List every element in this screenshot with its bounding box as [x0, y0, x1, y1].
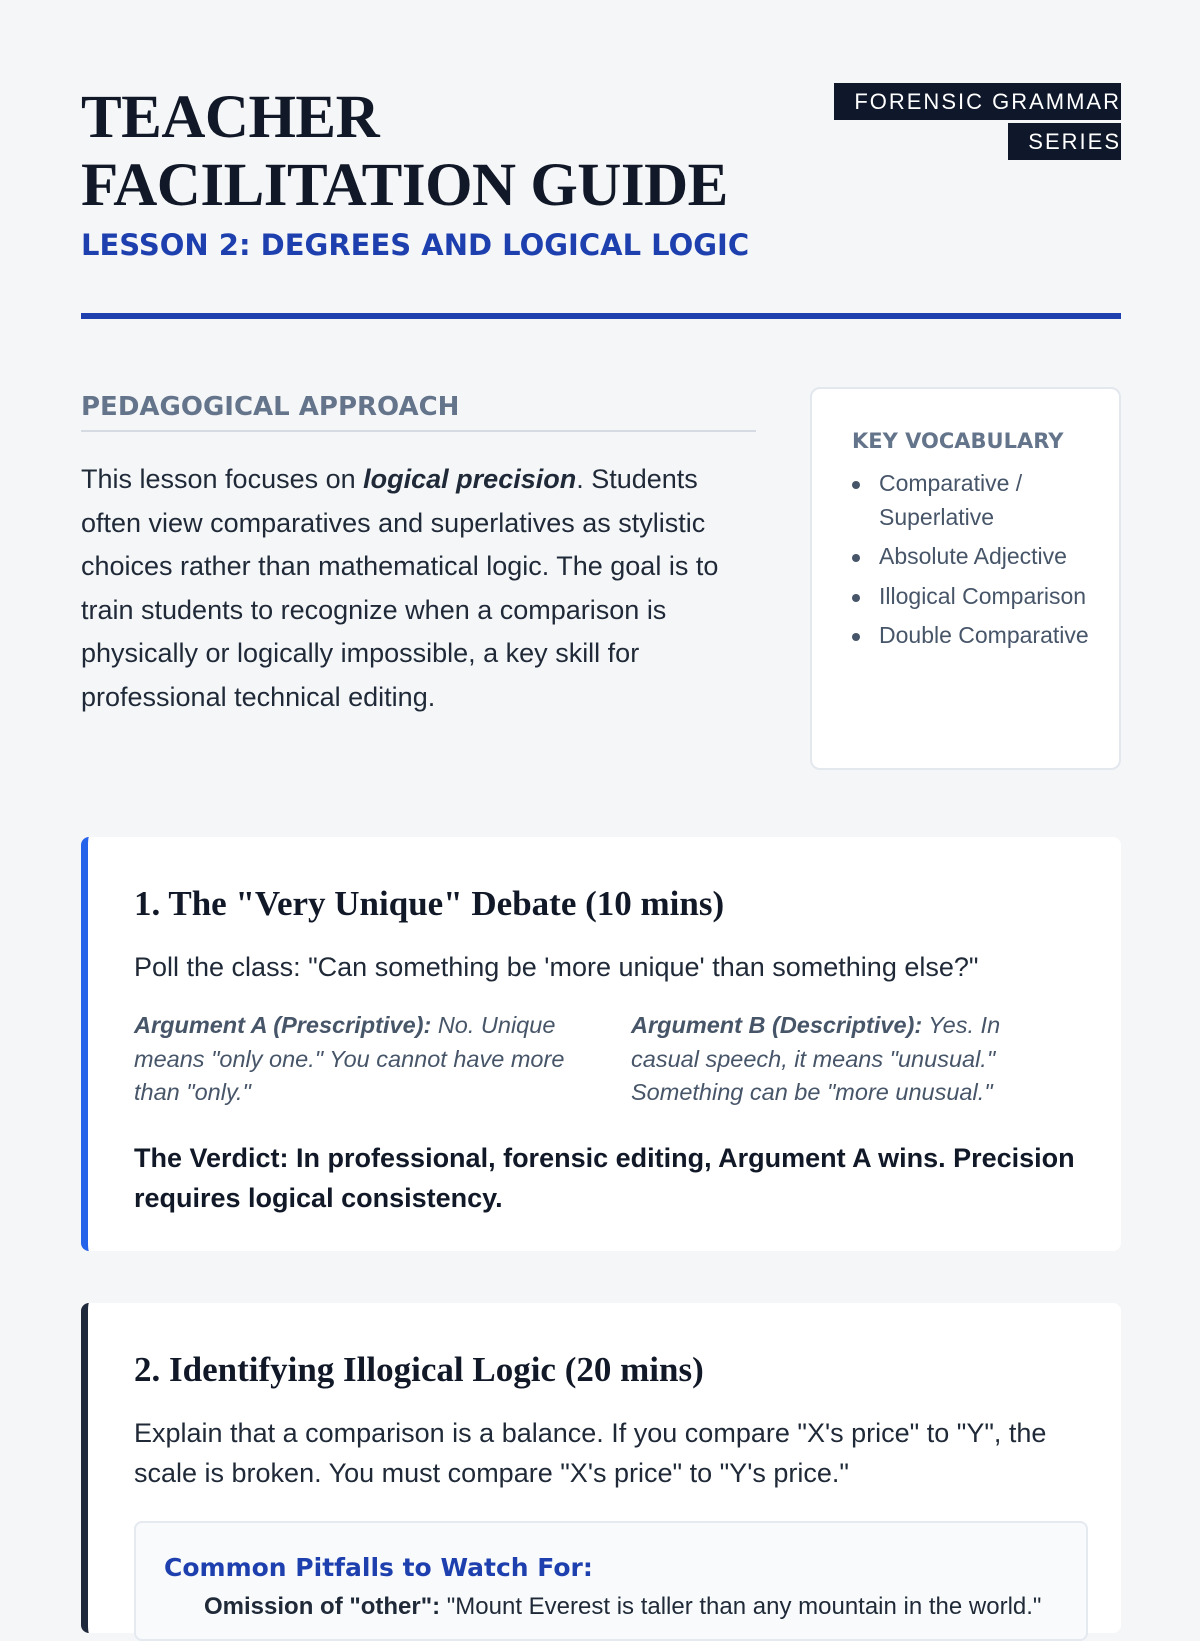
pitfalls-box — [134, 1521, 1088, 1641]
approach-body: . Students often view comparatives and superlatives as stylistic choices rather than mathematical logic. The goal is to train students to recognize when a comparison is physically or logically impossible, a key skill for professional technical editing. — [81, 464, 719, 712]
vocabulary-heading: KEY VOCABULARY — [852, 429, 1064, 453]
activity-prompt: Explain that a comparison is a balance. If you compare "X's price" to "Y", the scale is broken. You must compare "X's price" to "Y's price." — [134, 1418, 1047, 1488]
vocabulary-item: Double Comparative — [852, 619, 1099, 653]
series-badge-label: FORENSIC GRAMMAR SERIES — [834, 83, 1121, 160]
approach-intro: This lesson focuses on — [81, 464, 364, 494]
argument-b-label: Argument B (Descriptive): — [631, 1012, 923, 1038]
vocabulary-item: Absolute Adjective — [852, 540, 1099, 574]
series-badge — [821, 82, 1121, 162]
pitfalls-heading: Common Pitfalls to Watch For: — [164, 1553, 593, 1582]
argument-b-text: Yes. In casual speech, it means "unusual." Something can be "more unusual." — [631, 1012, 1001, 1105]
key-vocabulary-card — [810, 387, 1121, 770]
pitfall-label: Omission of "other": — [204, 1593, 441, 1620]
vocabulary-item: Illogical Comparison — [852, 580, 1099, 614]
argument-b — [631, 1009, 1074, 1110]
arguments-row — [134, 1009, 1081, 1110]
argument-a — [134, 1009, 577, 1110]
activity-card-illogical-logic — [81, 1303, 1121, 1633]
argument-a-label: Argument A (Prescriptive): — [134, 1012, 432, 1038]
lesson-subtitle: LESSON 2: DEGREES AND LOGICAL LOGIC — [81, 228, 750, 262]
guide-page — [81, 0, 1121, 1620]
activity-prompt: Poll the class: "Can something be 'more unique' than something else?" — [134, 952, 979, 982]
vocabulary-list — [852, 467, 1099, 653]
pitfall-item — [164, 1592, 1058, 1622]
activity-card-debate — [81, 837, 1121, 1251]
vocabulary-item: Comparative / Superlative — [852, 467, 1099, 534]
activity-title: 2. Identifying Illogical Logic (20 mins) — [134, 1350, 704, 1389]
activity-title: 1. The "Very Unique" Debate (10 mins) — [134, 884, 725, 923]
verdict-text: The Verdict: In professional, forensic editing, Argument A wins. Precision requires logical consistency. — [134, 1142, 1075, 1213]
approach-paragraph — [81, 458, 751, 719]
approach-emphasis: logical precision — [363, 464, 577, 494]
header-divider — [81, 313, 1121, 319]
approach-heading: PEDAGOGICAL APPROACH — [81, 392, 756, 432]
pitfall-text: "Mount Everest is taller than any mountain in the world." — [440, 1593, 1042, 1620]
page-title: TEACHER FACILITATION GUIDE — [81, 84, 728, 219]
argument-a-text: No. Unique means "only one." You cannot have more than "only." — [134, 1012, 565, 1105]
